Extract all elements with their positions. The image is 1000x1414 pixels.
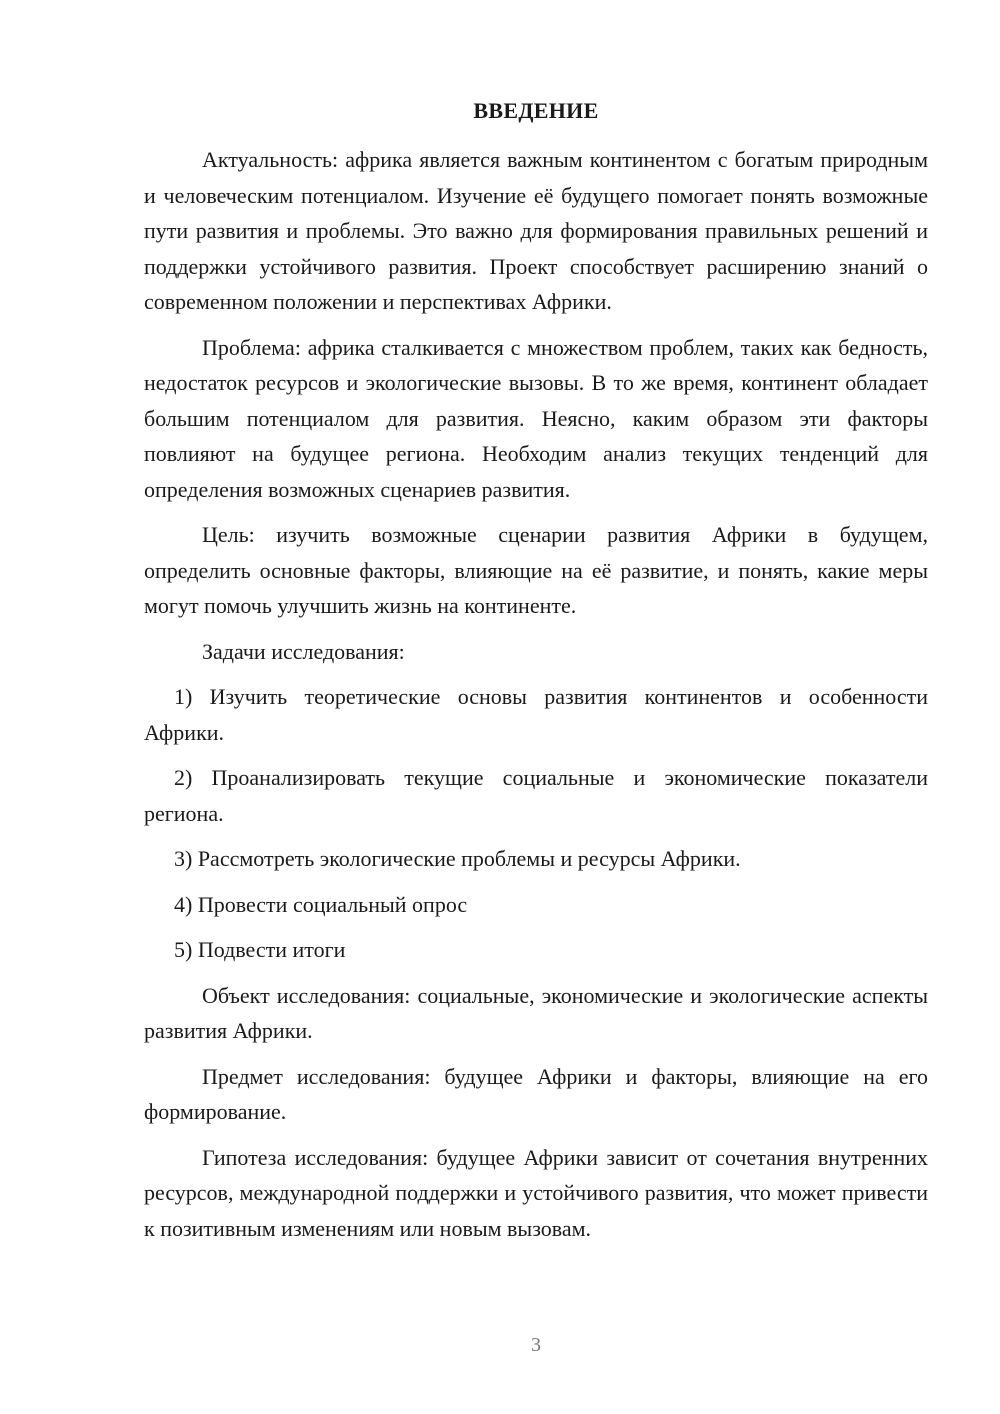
list-item: 5) Подвести итоги — [174, 937, 346, 962]
list-item: 2) Проанализировать текущие социальные и экономические показатели региона. — [144, 765, 928, 826]
paragraph-relevance: Актуальность: африка является важным континентом с богатым природным и человеческим потенциалом. Изучение её будущего помогает понять возможные пути развития и проблемы. Это важно для формирования правильных решений и поддержки устойчивого развития. Проект способствует расширению знаний о современном положении и перспективах Африки. — [144, 147, 928, 314]
paragraph-problem: Проблема: африка сталкивается с множеством проблем, таких как бедность, недостаток ресурсов и экологические вызовы. В то же время, континент обладает большим потенциалом для развития. Неясно, каким образом эти факторы повлияют на будущее региона. Необходим анализ текущих тенденций для определения возможных сценариев развития. — [144, 334, 928, 502]
paragraph-subject: Предмет исследования: будущее Африки и факторы, влияющие на его формирование. — [144, 1063, 928, 1124]
page-number: 3 — [531, 1334, 541, 1356]
paragraph-goal: Цель: изучить возможные сценарии развития Африки в будущем, определить основные факторы, влияющие на её развитие, и понять, какие меры могут помочь улучшить жизнь на континенте. — [144, 522, 928, 618]
paragraph-object: Объект исследования: социальные, экономические и экологические аспекты развития Африки. — [144, 982, 928, 1043]
list-item: 3) Рассмотреть экологические проблемы и ресурсы Африки. — [174, 846, 741, 871]
list-item: 4) Провести социальный опрос — [174, 891, 468, 917]
tasks-heading: Задачи исследования: — [202, 638, 405, 664]
paragraph-hypothesis: Гипотеза исследования: будущее Африки зависит от сочетания внутренних ресурсов, международной поддержки и устойчивого развития, что может привести к позитивным изменениям или новым вызовам. — [144, 1144, 928, 1241]
tasks-list — [144, 679, 928, 968]
document-body — [144, 142, 928, 1256]
list-item: 1) Изучить теоретические основы развития континентов и особенности Африки. — [144, 684, 928, 745]
page-title: ВВЕДЕНИЕ — [473, 98, 599, 123]
